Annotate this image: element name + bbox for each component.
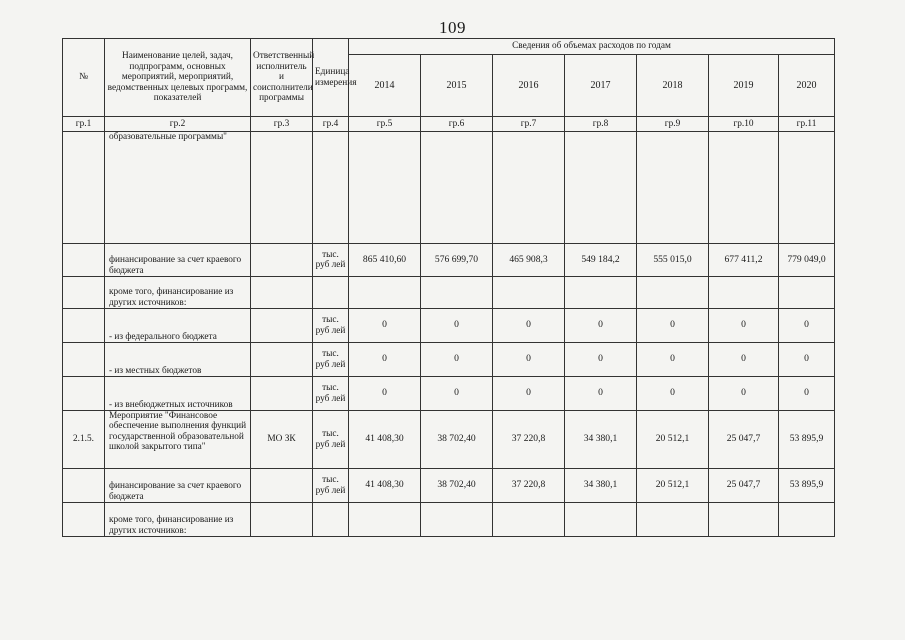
row-value: 20 512,1 xyxy=(637,469,709,503)
column-number: гр.7 xyxy=(493,117,565,132)
header-executor: Ответственный исполнитель и соисполнители программы xyxy=(251,39,313,117)
table-row xyxy=(63,503,835,537)
row-value: 0 xyxy=(565,309,637,343)
row-value: 0 xyxy=(709,377,779,411)
row-value: 37 220,8 xyxy=(493,411,565,469)
row-value: 41 408,30 xyxy=(349,411,421,469)
column-number: гр.5 xyxy=(349,117,421,132)
row-value: 779 049,0 xyxy=(779,244,835,277)
header-year: 2018 xyxy=(637,55,709,117)
column-number: гр.10 xyxy=(709,117,779,132)
row-value xyxy=(637,277,709,309)
column-number: гр.8 xyxy=(565,117,637,132)
row-value xyxy=(565,132,637,244)
row-executor xyxy=(251,132,313,244)
row-value: 53 895,9 xyxy=(779,411,835,469)
row-name: финансирование за счет краевого бюджета xyxy=(105,244,251,277)
row-value: 0 xyxy=(637,309,709,343)
row-value: 865 410,60 xyxy=(349,244,421,277)
row-value: 0 xyxy=(421,377,493,411)
row-value: 0 xyxy=(565,343,637,377)
row-name: кроме того, финансирование из других источников: xyxy=(105,277,251,309)
row-executor xyxy=(251,277,313,309)
row-value: 465 908,3 xyxy=(493,244,565,277)
column-number: гр.3 xyxy=(251,117,313,132)
row-value: 25 047,7 xyxy=(709,411,779,469)
row-value xyxy=(709,503,779,537)
row-unit xyxy=(313,503,349,537)
row-value xyxy=(779,503,835,537)
row-unit xyxy=(313,277,349,309)
row-value xyxy=(493,503,565,537)
row-name: - из федерального бюджета xyxy=(105,309,251,343)
row-value xyxy=(637,132,709,244)
row-number: 2.1.5. xyxy=(63,411,105,469)
header-year: 2017 xyxy=(565,55,637,117)
row-number xyxy=(63,132,105,244)
row-number xyxy=(63,343,105,377)
table-row xyxy=(63,132,835,244)
row-unit: тыс. руб лей xyxy=(313,377,349,411)
row-number xyxy=(63,244,105,277)
row-value: 37 220,8 xyxy=(493,469,565,503)
row-value xyxy=(421,132,493,244)
row-number xyxy=(63,469,105,503)
header-expenses: Сведения об объемах расходов по годам xyxy=(349,39,835,55)
row-value xyxy=(779,277,835,309)
row-value xyxy=(709,277,779,309)
table-row xyxy=(63,277,835,309)
row-name: - из местных бюджетов xyxy=(105,343,251,377)
row-number xyxy=(63,377,105,411)
row-value: 34 380,1 xyxy=(565,469,637,503)
row-value xyxy=(421,277,493,309)
row-name: - из внебюджетных источников xyxy=(105,377,251,411)
row-value: 549 184,2 xyxy=(565,244,637,277)
row-value: 0 xyxy=(637,343,709,377)
row-unit: тыс. руб лей xyxy=(313,411,349,469)
column-number: гр.1 xyxy=(63,117,105,132)
page-number: 109 xyxy=(439,18,466,37)
row-number xyxy=(63,309,105,343)
expenses-table xyxy=(62,38,835,537)
table-row xyxy=(63,469,835,503)
table-row xyxy=(63,309,835,343)
row-value: 0 xyxy=(421,309,493,343)
column-number: гр.4 xyxy=(313,117,349,132)
row-value: 0 xyxy=(493,377,565,411)
row-value xyxy=(565,503,637,537)
row-value xyxy=(349,277,421,309)
row-value: 0 xyxy=(493,309,565,343)
header-year: 2014 xyxy=(349,55,421,117)
row-value: 53 895,9 xyxy=(779,469,835,503)
row-value: 0 xyxy=(349,377,421,411)
row-value: 38 702,40 xyxy=(421,469,493,503)
row-value xyxy=(349,132,421,244)
row-unit: тыс. руб лей xyxy=(313,343,349,377)
table-row xyxy=(63,343,835,377)
header-name: Наименование целей, задач, подпрограмм, основных мероприятий, мероприятий, ведомственных целевых программ, показателей xyxy=(105,39,251,117)
row-value: 0 xyxy=(349,309,421,343)
row-number xyxy=(63,277,105,309)
row-unit: тыс. руб лей xyxy=(313,469,349,503)
row-unit: тыс. руб лей xyxy=(313,244,349,277)
row-value: 0 xyxy=(709,309,779,343)
table-row xyxy=(63,411,835,469)
row-value xyxy=(565,277,637,309)
header-no: № xyxy=(63,39,105,117)
row-value xyxy=(493,277,565,309)
row-value: 25 047,7 xyxy=(709,469,779,503)
row-executor xyxy=(251,343,313,377)
row-executor xyxy=(251,309,313,343)
row-value: 555 015,0 xyxy=(637,244,709,277)
row-value xyxy=(493,132,565,244)
header-unit: Единица измерения xyxy=(313,39,349,117)
column-number: гр.2 xyxy=(105,117,251,132)
row-value: 0 xyxy=(637,377,709,411)
row-number xyxy=(63,503,105,537)
row-value xyxy=(637,503,709,537)
row-value xyxy=(709,132,779,244)
row-executor: МО ЗК xyxy=(251,411,313,469)
row-unit: тыс. руб лей xyxy=(313,309,349,343)
row-executor xyxy=(251,377,313,411)
column-number: гр.6 xyxy=(421,117,493,132)
row-value: 0 xyxy=(709,343,779,377)
row-value: 0 xyxy=(565,377,637,411)
header-year: 2015 xyxy=(421,55,493,117)
header-year: 2020 xyxy=(779,55,835,117)
row-value xyxy=(349,503,421,537)
row-value: 38 702,40 xyxy=(421,411,493,469)
header-year: 2016 xyxy=(493,55,565,117)
row-value xyxy=(779,132,835,244)
row-value: 0 xyxy=(779,309,835,343)
column-number: гр.11 xyxy=(779,117,835,132)
row-executor xyxy=(251,503,313,537)
row-value: 41 408,30 xyxy=(349,469,421,503)
row-name: образовательные программы" xyxy=(105,132,251,244)
column-number: гр.9 xyxy=(637,117,709,132)
row-value: 0 xyxy=(779,377,835,411)
column-numbers-row xyxy=(63,117,835,132)
row-value: 0 xyxy=(493,343,565,377)
row-value: 0 xyxy=(349,343,421,377)
table-row xyxy=(63,244,835,277)
row-executor xyxy=(251,244,313,277)
row-name: кроме того, финансирование из других источников: xyxy=(105,503,251,537)
row-value: 677 411,2 xyxy=(709,244,779,277)
row-executor xyxy=(251,469,313,503)
table-row xyxy=(63,377,835,411)
row-value: 34 380,1 xyxy=(565,411,637,469)
row-value: 576 699,70 xyxy=(421,244,493,277)
row-value: 20 512,1 xyxy=(637,411,709,469)
header-year: 2019 xyxy=(709,55,779,117)
row-name: Мероприятие "Финансовое обеспечение выполнения функций государственной образовательной школой закрытого типа" xyxy=(105,411,251,469)
row-value: 0 xyxy=(779,343,835,377)
row-value: 0 xyxy=(421,343,493,377)
row-name: финансирование за счет краевого бюджета xyxy=(105,469,251,503)
row-value xyxy=(421,503,493,537)
row-unit xyxy=(313,132,349,244)
